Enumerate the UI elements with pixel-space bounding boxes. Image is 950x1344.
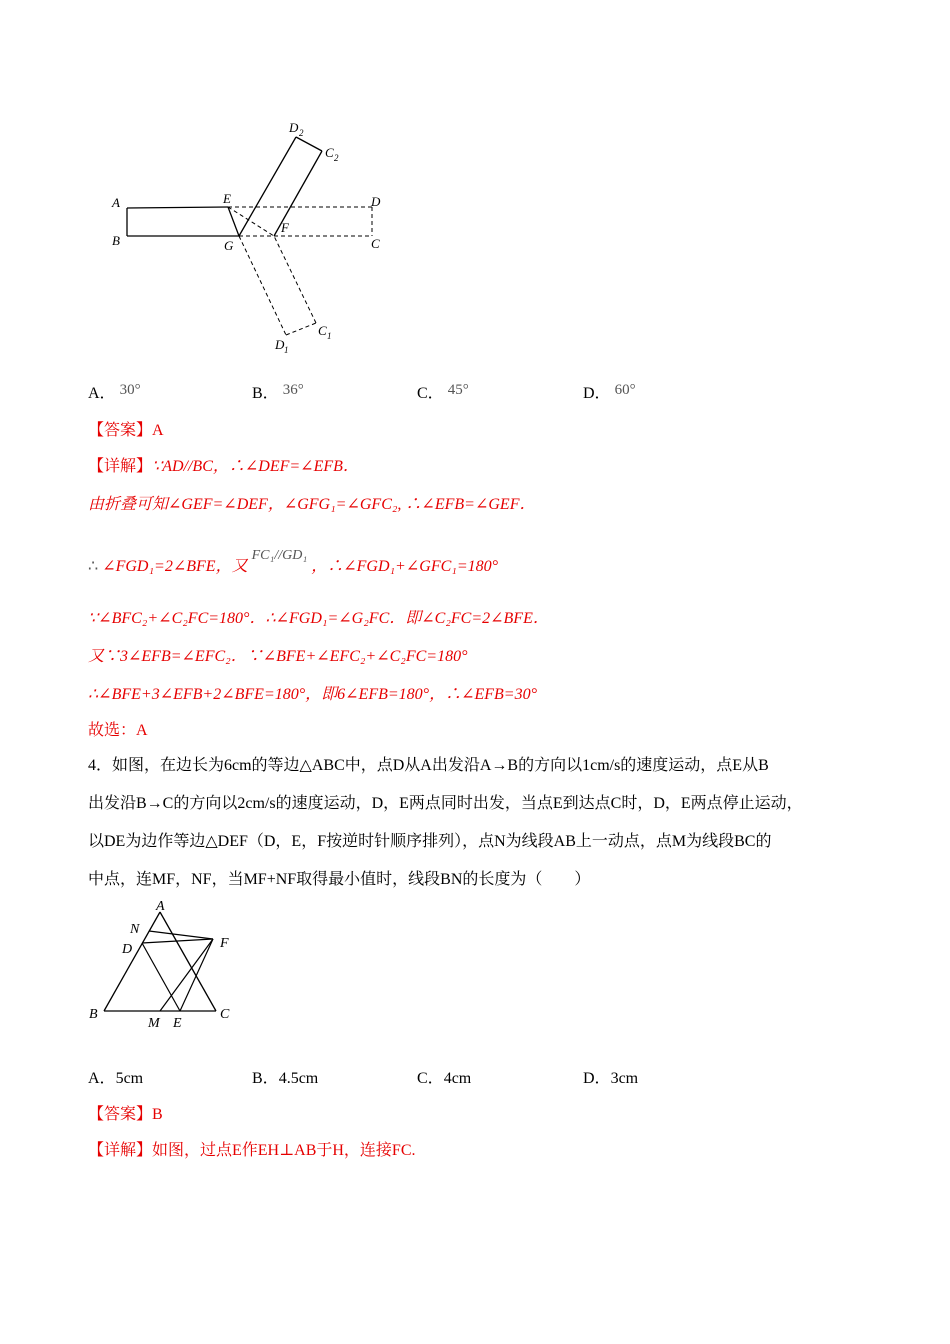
svg-text:1: 1 (327, 331, 332, 341)
label-g: G (224, 238, 234, 253)
q3-answer: 【答案】A (88, 422, 164, 439)
segment-d2c2 (296, 137, 322, 151)
q3-detail-line1: 【详解】∵AD//BC，∴∠DEF=∠EFB． (88, 458, 359, 475)
segment-ae (127, 207, 228, 208)
label-b: B (89, 1007, 98, 1022)
label-n: N (130, 922, 140, 937)
segment-nf (149, 931, 213, 939)
label-e: E (223, 191, 231, 206)
q4-detail: 【详解】如图，过点E作EH⊥AB于H，连接FC. (88, 1142, 416, 1159)
label-f: F (220, 936, 229, 951)
label-m: M (148, 1016, 160, 1031)
segment-gd1 (239, 236, 286, 335)
q4-stem-line3: 以DE为边作等边△DEF（D，E，F按逆时针顺序排列），点N为线段AB上一动点，点M为线段BC的 (88, 833, 772, 850)
label-d: D (122, 942, 133, 957)
label-a: A (112, 195, 120, 210)
q4-option-a[interactable]: A．5cm (88, 1070, 144, 1087)
option-c[interactable]: C． 45° (417, 382, 469, 402)
label-c1: C (318, 323, 327, 338)
label-b: B (112, 233, 120, 248)
q3-conclusion: 故选：A (88, 722, 148, 739)
option-a[interactable]: A． 30° (88, 382, 141, 402)
q4-option-c[interactable]: C．4cm (417, 1070, 472, 1087)
label-d: D (371, 194, 381, 209)
segment-d1c1 (286, 323, 316, 335)
segment-c1f (274, 236, 316, 323)
label-d2: D (289, 120, 299, 135)
folding-figure (100, 115, 400, 365)
label-c: C (371, 236, 380, 251)
segment-ef (228, 207, 274, 236)
option-d[interactable]: D． 60° (583, 382, 636, 402)
label-a: A (156, 899, 165, 914)
q3-detail-line3: ∴ ∠FGD₁=2∠BFE，又 FC₁//GD₁ ，∴∠FGD₁+∠GFC₁=180° (88, 548, 499, 575)
q4-stem-line4: 中点，连MF，NF，当MF+NF取得最小值时，线段BN的长度为（ ） (88, 871, 591, 888)
segment-eg (228, 207, 239, 236)
q3-detail-line5: 又∵3∠EFB=∠EFC₂．∵∠BFE+∠EFC₂+∠C₂FC=180° (88, 648, 468, 665)
q3-detail-line4: ∵∠BFC₂+∠C₂FC=180°．∴∠FGD₁=∠G₂FC．即∠C₂FC=2∠BFE． (88, 610, 549, 627)
q4-option-b[interactable]: B．4.5cm (252, 1070, 319, 1087)
label-f: F (281, 220, 289, 235)
triangle-figure (85, 898, 245, 1033)
label-c2: C (325, 145, 334, 160)
option-b[interactable]: B． 36° (252, 382, 304, 402)
segment-ef (180, 939, 213, 1011)
svg-text:2: 2 (299, 128, 304, 138)
q4-stem-line1: 4．如图，在边长为6cm的等边△ABC中，点D从A出发沿A→B的方向以1cm/s的速度运动，点E从B (88, 757, 769, 774)
q4-answer: 【答案】B (88, 1106, 163, 1123)
q4-option-d[interactable]: D．3cm (583, 1070, 639, 1087)
side-ac (160, 912, 216, 1011)
q3-detail-line2: 由折叠可知∠GEF=∠DEF，∠GFG₁=∠GFC₂, ∴∠EFB=∠GEF． (88, 496, 536, 513)
label-c: C (220, 1007, 230, 1022)
label-e: E (173, 1016, 182, 1031)
segment-de (142, 943, 180, 1011)
svg-text:2: 2 (334, 153, 339, 163)
svg-text:1: 1 (284, 345, 289, 355)
q4-stem-line2: 出发沿B→C的方向以2cm/s的速度运动，D，E两点同时出发，当点E到达点C时，D，E两点停止运动， (88, 795, 803, 812)
q3-detail-line6: ∴∠BFE+3∠EFB+2∠BFE=180°，即6∠EFB=180°，∴∠EFB=30° (88, 686, 537, 703)
segment-mf (160, 939, 213, 1011)
label-d1: D (275, 337, 285, 352)
